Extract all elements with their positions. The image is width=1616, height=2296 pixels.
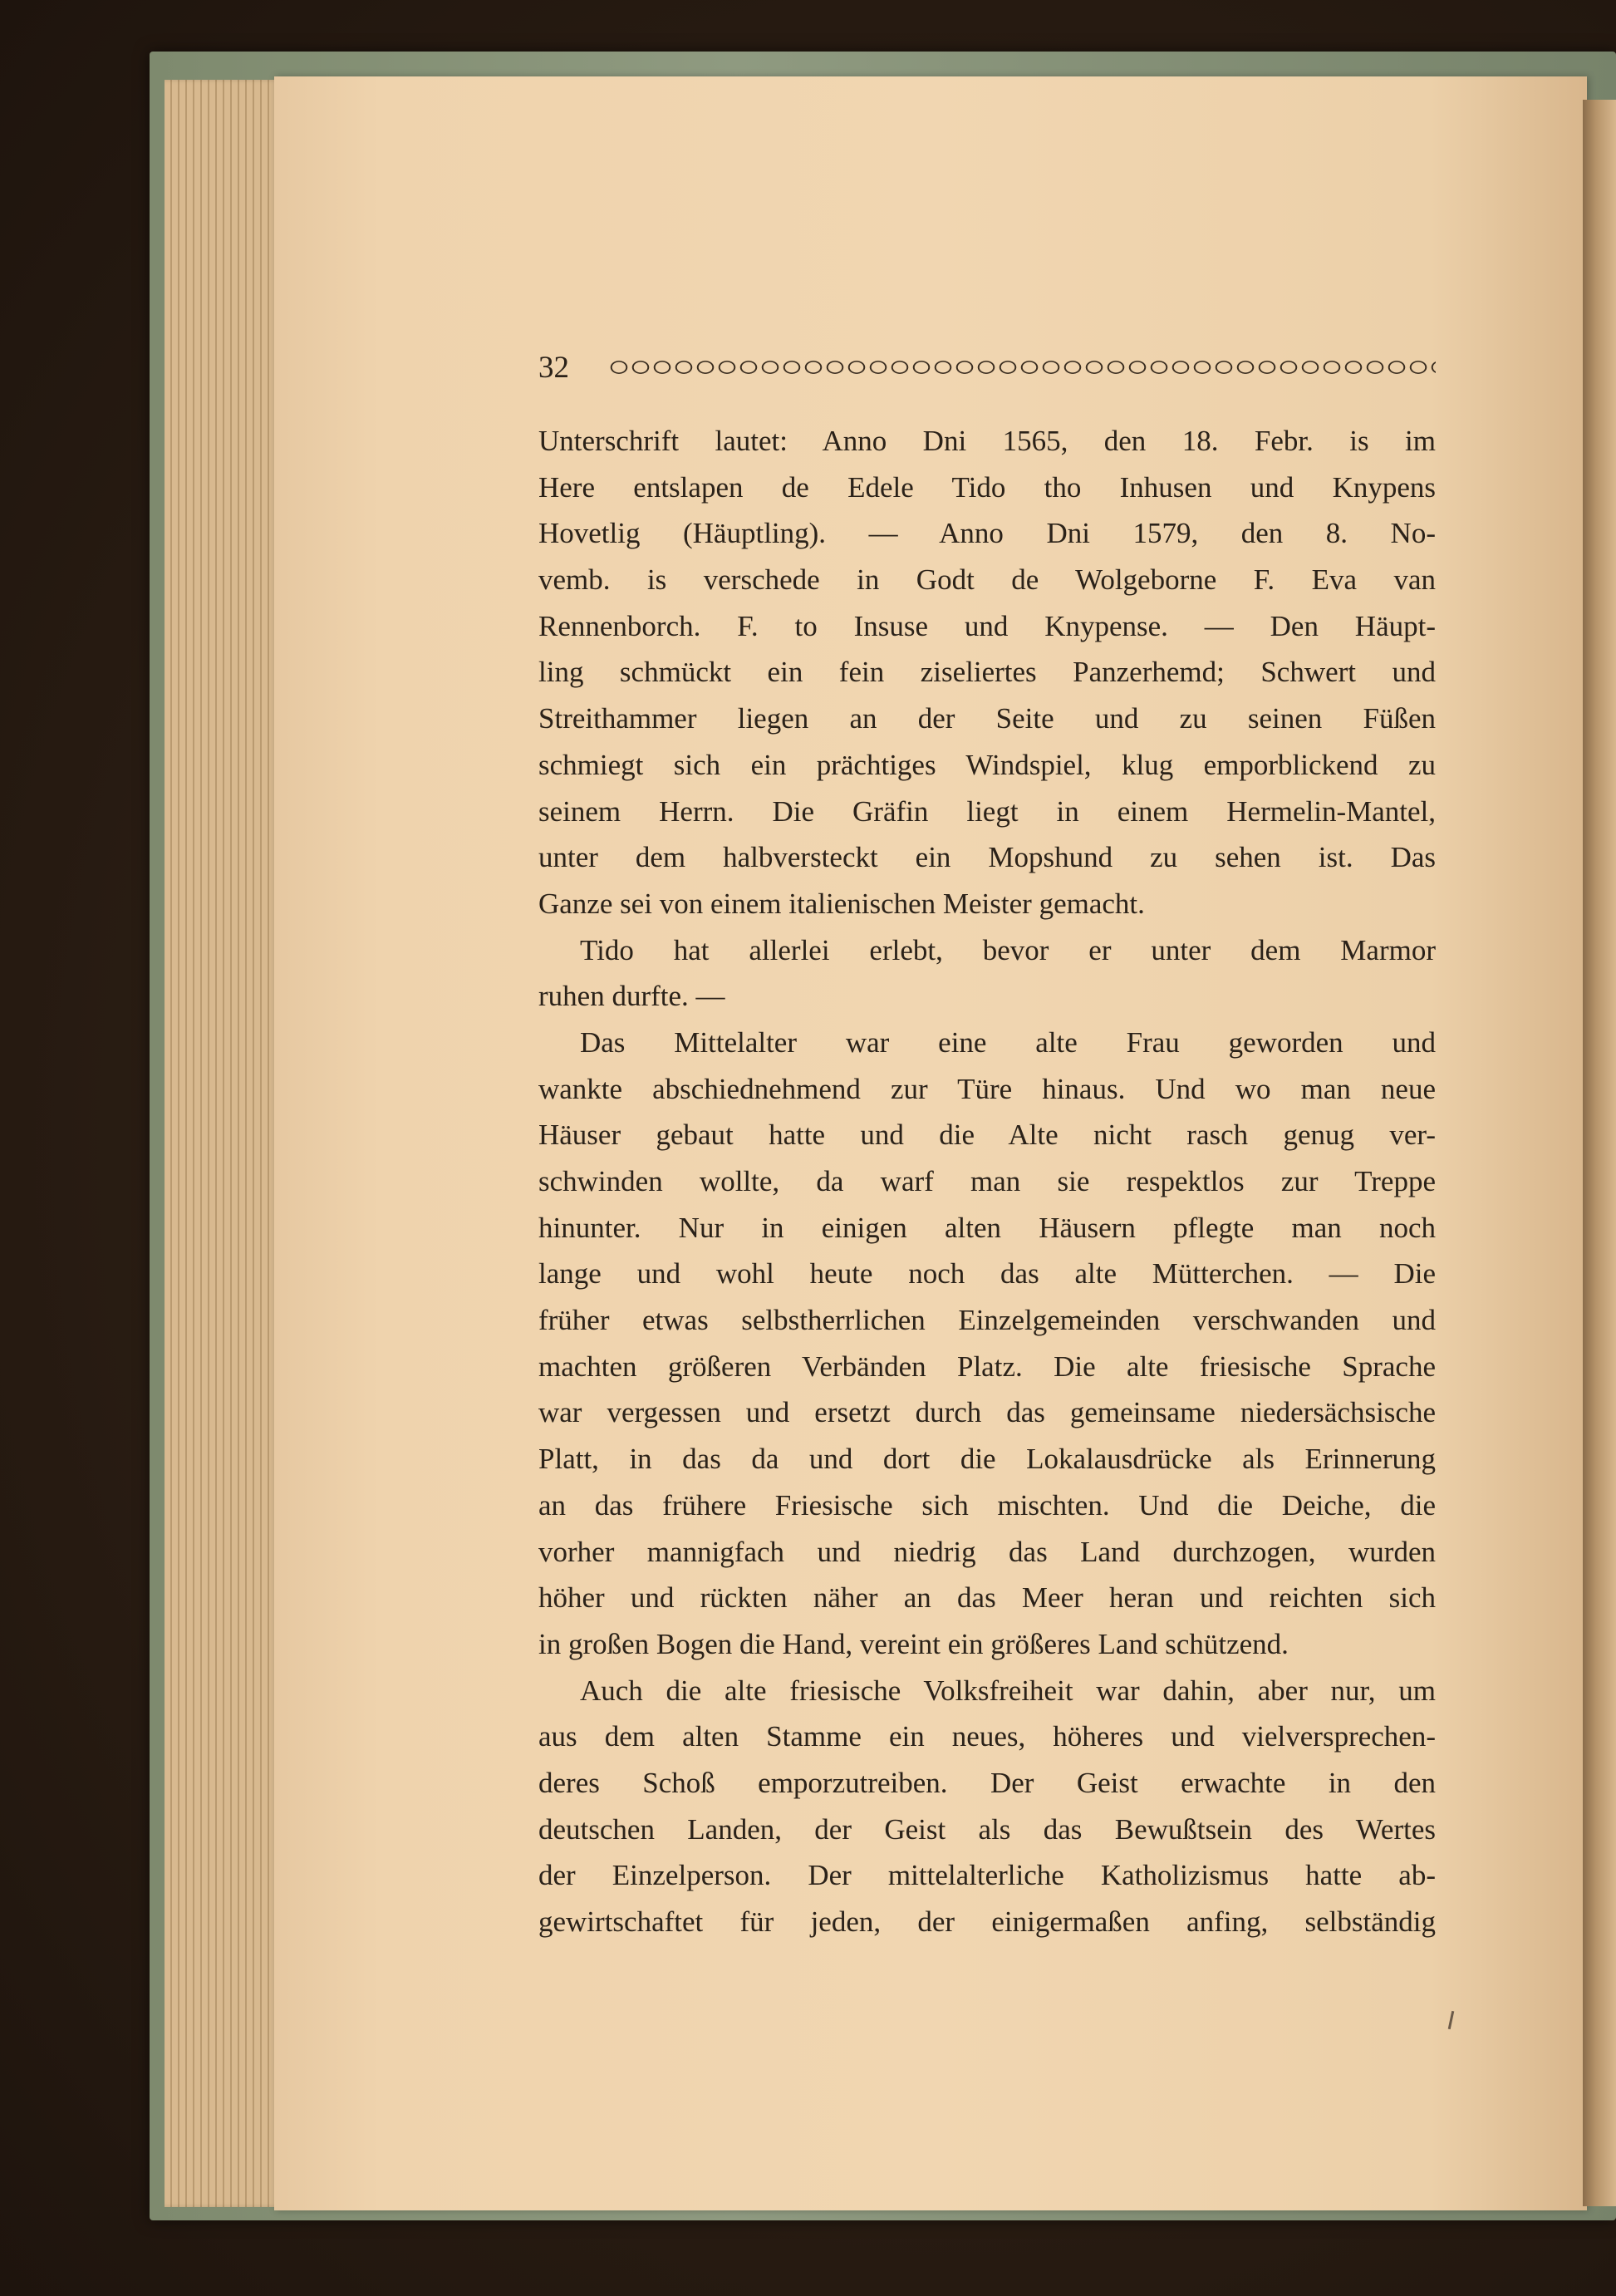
text-line: machten größeren Verbänden Platz. Die alte friesische Sprache [538,1350,1436,1383]
text-line: Hovetlig (Häuptling). — Anno Dni 1579, den 8. No- [538,517,1436,550]
text-line: Here entslapen de Edele Tido tho Inhusen und Knypens [538,470,1436,504]
page-number: 32 [538,350,569,385]
text-line: in großen Bogen die Hand, vereint ein größeres Land schützend. [538,1627,1289,1660]
text-line: vemb. is verschede in Godt de Wolgeborne F. Eva van [538,563,1436,597]
ornament-band [607,356,1436,378]
text-line: Unterschrift lautet: Anno Dni 1565, den 18. Febr. is im [538,425,1436,457]
text-line: schwinden wollte, da warf man sie respektlos zur Treppe [538,1165,1436,1197]
page-edges [165,80,289,2207]
text-line: unter dem halbversteckt ein Mopshund zu sehen ist. Das [538,841,1436,874]
text-line: der Einzelperson. Der mittelalterliche Katholizismus hatte ab- [538,1859,1436,1892]
text-line: Tido hat allerlei erlebt, bevor er unter dem Marmor [580,933,1436,966]
text-line: Rennenborch. F. to Insuse und Knypense. — Den Häupt- [538,609,1436,642]
text-line: deutschen Landen, der Geist als das Bewußtsein des Wertes [538,1812,1436,1846]
text-line: Platt, in das da und dort die Lokalausdrücke als Erinnerung [538,1443,1436,1476]
text-line: ruhen durfte. — [538,980,725,1013]
page-header [538,347,1436,387]
page-gutter [1583,100,1616,2206]
text-line: deres Schoß emporzutreiben. Der Geist erwachte in den [538,1766,1436,1799]
text-line: war vergessen und ersetzt durch das gemeinsame niedersächsische [538,1396,1436,1429]
text-line: seinem Herrn. Die Gräfin liegt in einem Hermelin-Mantel, [538,794,1436,828]
text-line: wankte abschiednehmend zur Türe hinaus. Und wo man neue [538,1072,1436,1105]
text-line: höher und rückten näher an das Meer heran und reichten sich [538,1581,1436,1615]
text-line: an das frühere Friesische sich mischten. Und die Deiche, die [538,1488,1436,1522]
text-line: Das Mittelalter war eine alte Frau geworden und [580,1025,1436,1059]
text-line: ling schmückt ein fein ziseliertes Panzerhemd; Schwert und [538,656,1436,689]
text-line: Ganze sei von einem italienischen Meister gemacht. [538,887,1145,920]
body-text [538,418,1436,1945]
text-line: Streithammer liegen an der Seite und zu seinen Füßen [538,702,1436,735]
text-line: früher etwas selbstherrlichen Einzelgemeinden verschwanden und [538,1304,1436,1337]
text-line: hinunter. Nur in einigen alten Häusern pflegte man noch [538,1211,1436,1244]
text-line: aus dem alten Stamme ein neues, höheres und vielversprechen- [538,1720,1436,1753]
text-line: schmiegt sich ein prächtiges Windspiel, klug emporblickend zu [538,748,1436,781]
text-line: vorher mannigfach und niedrig das Land durchzogen, wurden [538,1535,1436,1568]
text-line: gewirtschaftet für jeden, der einigermaßen anfing, selbständig [538,1905,1436,1938]
text-line: Auch die alte friesische Volksfreiheit war dahin, aber nur, um [580,1674,1436,1707]
text-line: lange und wohl heute noch das alte Mütterchen. — Die [538,1257,1436,1291]
text-line: Häuser gebaut hatte und die Alte nicht rasch genug ver- [538,1119,1436,1152]
